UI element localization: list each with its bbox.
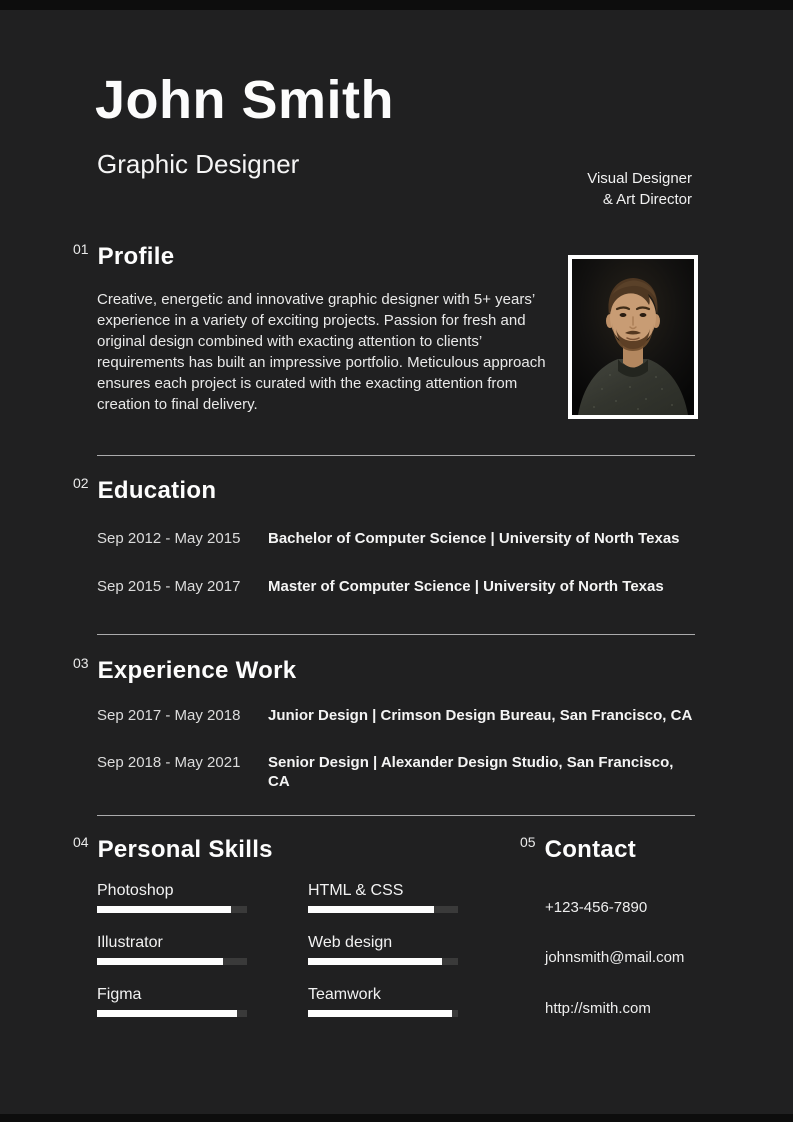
skill-item [97,934,247,965]
contact-website: http://smith.com [545,1000,651,1017]
skill-label: Photoshop [97,882,174,899]
section-heading-experience [73,657,296,685]
entry-dates: Sep 2015 - May 2017 [97,578,241,595]
section-number: 02 [73,475,89,491]
skill-label: Teamwork [308,986,381,1003]
entry-dates: Sep 2017 - May 2018 [97,707,241,724]
section-heading-profile [73,243,174,271]
bottom-edge-bar [0,1114,793,1122]
education-entry [97,529,697,548]
experience-entry [97,706,697,725]
skill-item [308,986,458,1017]
section-heading-skills [73,836,273,864]
skill-bar-fill [308,958,442,965]
skill-bar-track [308,1010,458,1017]
skill-bar-track [308,958,458,965]
entry-description: Junior Design | Crimson Design Bureau, San Francisco, CA [268,707,693,724]
skill-label: Web design [308,934,393,951]
skill-bar-track [308,906,458,913]
skill-bar-track [97,958,247,965]
experience-entry [97,753,697,791]
tagline-line-1: Visual Designer [587,170,692,187]
skill-item [308,934,458,965]
skill-bar-fill [97,958,223,965]
section-number: 01 [73,241,89,257]
section-heading-contact [520,836,636,864]
skills-grid [97,882,458,1017]
section-divider [97,815,695,816]
section-number: 04 [73,834,89,850]
section-number: 03 [73,655,89,671]
section-divider [97,634,695,635]
skill-bar-fill [97,1010,237,1017]
profile-summary: Creative, energetic and innovative graphic designer with 5+ years’ experience in a variety of exciting projects. Passion for fresh and original design combined with exacting attention to clients’ requirements has built an impressive portfolio. Meticulous approach ensures each project is curated with the exacting attention from creation to final delivery. [97,291,546,413]
education-entry [97,577,697,596]
entry-dates: Sep 2012 - May 2015 [97,530,241,547]
skill-label: Illustrator [97,934,163,951]
skill-label: HTML & CSS [308,882,404,899]
tagline-line-2: & Art Director [602,191,692,208]
section-number: 05 [520,834,536,850]
skill-bar-track [97,906,247,913]
section-title: Education [97,477,217,504]
skill-bar-fill [97,906,231,913]
section-divider [97,455,695,456]
contact-list [545,899,684,1050]
entry-description: Bachelor of Computer Science | University of North Texas [268,530,680,547]
person-name: John Smith [95,70,394,130]
section-title: Contact [544,836,637,863]
skill-bar-track [97,1010,247,1017]
top-edge-bar [0,0,793,10]
skill-item [97,986,247,1017]
skill-item [308,882,458,913]
skill-bar-fill [308,906,434,913]
contact-email: johnsmith@mail.com [545,949,685,966]
skill-item [97,882,247,913]
skill-label: Figma [97,986,142,1003]
section-title: Profile [97,243,175,270]
section-title: Experience Work [97,657,297,684]
entry-description: Master of Computer Science | University of North Texas [268,578,664,595]
person-role: Graphic Designer [97,149,300,179]
entry-dates: Sep 2018 - May 2021 [97,754,241,771]
section-title: Personal Skills [97,836,273,863]
skill-bar-fill [308,1010,452,1017]
section-heading-education [73,477,216,505]
portrait-photo [568,255,698,419]
entry-description: Senior Design | Alexander Design Studio, San Francisco, CA [268,754,674,790]
tagline [587,168,692,210]
portrait-photo-illustration [572,259,694,415]
contact-phone: +123-456-7890 [545,899,648,916]
